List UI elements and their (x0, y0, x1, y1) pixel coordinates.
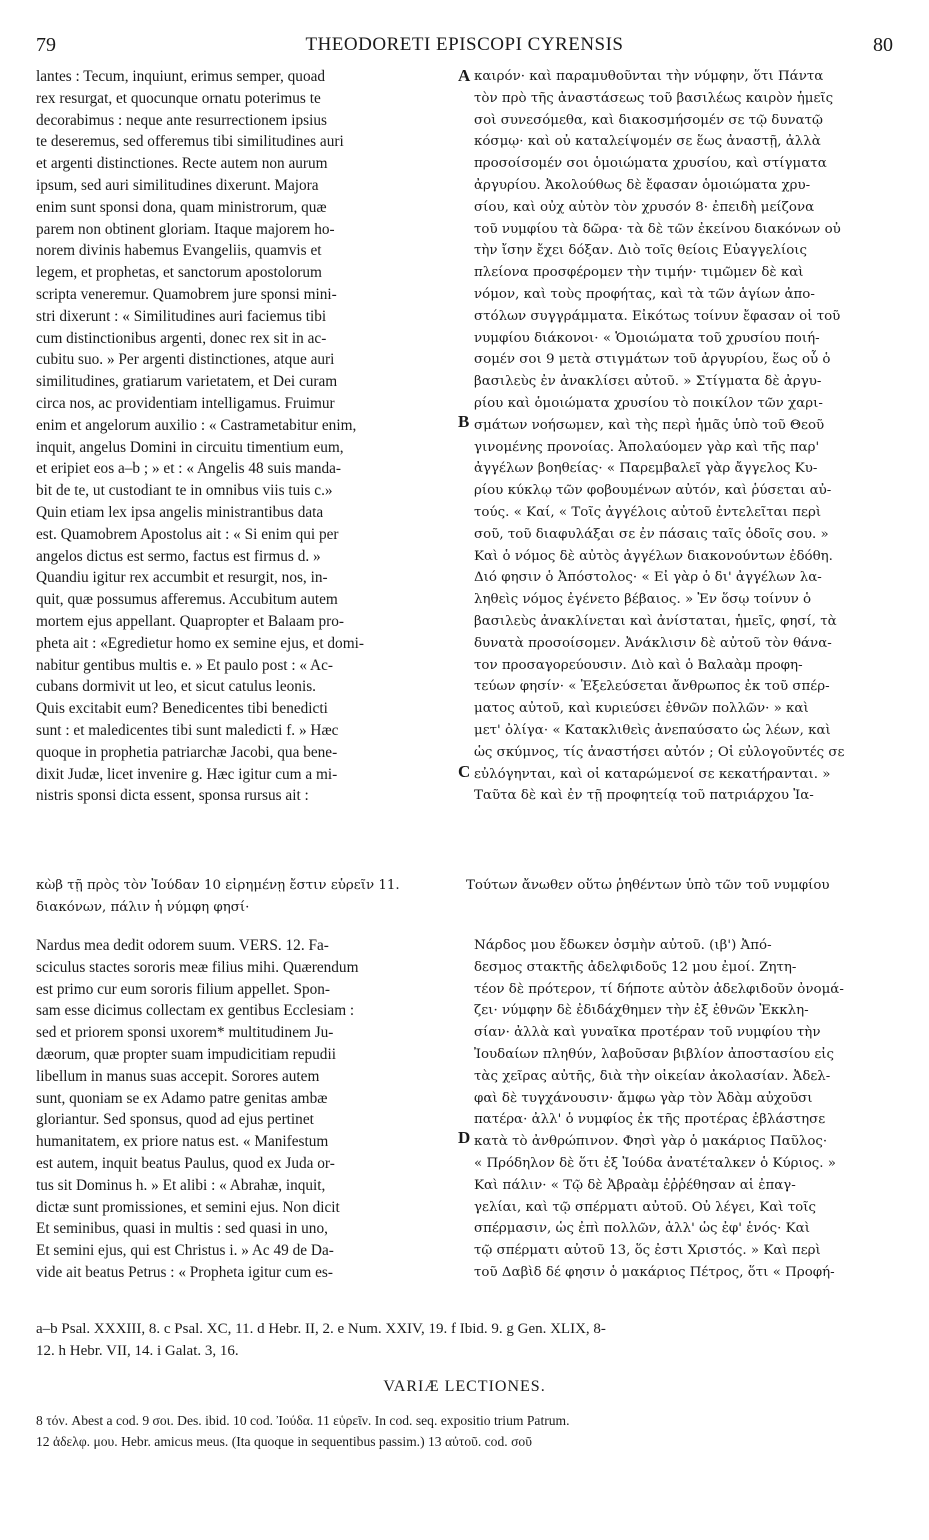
section-marker-b: B (458, 412, 470, 431)
greek-line: Ἰουδαίων πληθύν, λαβοῦσαν βιβλίον ἀποστασίου εἰς (474, 1046, 835, 1062)
greek-line: σπέρμασιν, ὡς ἐπὶ πολλῶν, ἀλλ' ὡς ἐφ' ἑνός· Καὶ (474, 1221, 810, 1237)
greek-line: ἀργυρίου. Ἀκολούθως δὲ ἔφασαν ὁμοιώματα χρυ- (474, 177, 811, 193)
latin-line: humanitatem, ex priore natus est. « Manifestum (36, 1133, 329, 1151)
latin-line: et argenti distinctiones. Recte autem non aurum (36, 155, 328, 173)
greek-line: τεύων φησίν· « Ἐξελεύσεται ἄνθρωπος ἐκ τοῦ σπέρ- (474, 679, 830, 695)
greek-line: σμάτων νοήσωμεν, καὶ τὴς περὶ ἡμᾶς ὑπὸ τοῦ Θεοῦ (474, 417, 825, 433)
running-title: THEODORETI EPISCOPI CYRENSIS (305, 34, 624, 55)
greek-line: βασιλεὺς ἐν ἀνακλίσει αὐτοῦ. » Στίγματα δὲ ἀργυ- (474, 374, 822, 390)
latin-line: gloriantur. Sed sponsus, quod ad ejus pertinet (36, 1111, 314, 1129)
greek-line: σοὶ συνεσόμεθα, καὶ διακοσμήσομέν σε τῷ δυνατῷ (474, 112, 823, 128)
greek-line: στόλων συγγράμματα. Εἰκότως τοίνυν ἔφασαν οἱ τοῦ (474, 308, 841, 324)
latin-line: parem non obtinent gloriam. Itaque majorem ho- (36, 220, 335, 238)
greek-line: ματος αὐτοῦ, καὶ κυριεύσει ἐθνῶν πολλῶν· » καὶ (474, 701, 809, 717)
latin-line: dæorum, quæ propter suam impudicitiam repudii (36, 1045, 336, 1063)
latin-line: enim et angelorum auxilio : « Castrametabitur enim, (36, 416, 357, 434)
section-marker-a: A (458, 66, 471, 85)
latin-line: Et semini ejus, qui est Christus i. » Ac 49 de Da- (36, 1242, 334, 1260)
greek-line: γελίαι, καὶ τῷ σπέρματι αὐτοῦ. Οὐ λέγει, Καὶ τοῖς (474, 1199, 816, 1215)
greek-line: σίου, καὶ οὐχ αὐτὸν τὸν χρυσόν 8· ἐπειδὴ μείζονα (474, 199, 815, 215)
latin-line: cubitu suo. » Per argenti distinctiones, atque auri (36, 351, 335, 369)
greek-bridge-lines (36, 875, 896, 919)
greek-line: τούς. « Καί, « Τοῖς ἀγγέλοις αὐτοῦ ἐντελεῖται περὶ (474, 504, 822, 520)
latin-line: ipsum, sed auri similitudines dixerunt. Majora (36, 176, 319, 194)
latin-column-bottom (36, 935, 456, 1284)
latin-line: bit de te, ut custodiant te in omnibus viis tuis c.» (36, 482, 333, 500)
latin-line: dictæ sunt promissiones, et semini ejus. Non dicit (36, 1198, 340, 1216)
section-marker-c: C (458, 762, 471, 781)
footnote-line: 12. h Hebr. VII, 14. i Galat. 3, 16. (36, 1343, 239, 1359)
greek-line: σίαν· ἀλλὰ καὶ γυναῖκα προτέραν τοῦ νυμφίου τὴν (474, 1025, 821, 1041)
greek-line: τοῦ Δαβὶδ δέ φησιν ὁ μακάριος Πέτρος, ὅτι « Προφή- (474, 1264, 835, 1280)
variant-line: 8 τόν. Abest a cod. 9 σοι. Des. ibid. 10 cod. Ἰούδα. 11 εὑρεῖν. In cod. seq. expositio trium Patrum. (36, 1413, 570, 1428)
variae-lectiones (36, 1410, 893, 1452)
page-number-right: 80 (873, 34, 893, 56)
latin-column-top (36, 66, 456, 807)
latin-line: rex resurgat, et quocunque ornatu poterimus te (36, 89, 321, 107)
greek-line: τοῦ νυμφίου τὰ δῶρα· τὰ δὲ τῶν ἐκείνου διακόνων οὐ (474, 221, 841, 237)
latin-line: mortem ejus appellant. Quapropter et Balaam pro- (36, 612, 344, 630)
latin-line: nistris sponsi dicta essent, sponsa rursus ait : (36, 787, 309, 805)
greek-line: καιρόν· καὶ παραμυθοῦνται τὴν νύμφην, ὅτι Πάντα (474, 69, 824, 84)
greek-line: ρίου καὶ ὁμοιώματα χρυσίου τὸ ποικίλον τῶν χαρι- (474, 395, 823, 411)
greek-line: νυμφίου διάκονοι· « Ὁμοιώματα τοῦ χρυσίου ποιή- (474, 330, 820, 346)
latin-line: norem divinis habemus Evangeliis, quamvis et (36, 242, 322, 260)
greek-line: ρίου κύκλῳ τῶν φοβουμένων αὐτόν, καὶ ῥύσεται αὐ- (474, 483, 832, 499)
section-marker-d: D (458, 1128, 471, 1147)
greek-line: τῷ σπέρματι αὐτοῦ 13, ὅς ἐστι Χριστός. » Καὶ περὶ (474, 1243, 821, 1259)
greek-line: Καὶ ὁ νόμος δὲ αὐτὸς ἀγγέλων διακονούντων ἐδόθη. (474, 548, 833, 564)
greek-line: φαὶ δὲ τυγχάνουσιν· ἄμφω γὰρ τὸν Ἀδὰμ αὐχοῦσι (474, 1090, 813, 1106)
bridge-line-right: Τούτων ἄνωθεν οὕτω ῥηθέντων ὑπὸ τῶν τοῦ νυμφίου (466, 878, 830, 893)
variae-lectiones-title: VARIÆ LECTIONES. (383, 1378, 546, 1395)
greek-line: Ταῦτα δὲ καὶ ἐν τῇ προφητείᾳ τοῦ πατριάρχου Ἰα- (474, 788, 814, 804)
bridge-line-2: διακόνων, πάλιν ἡ νύμφη φησί· (36, 899, 250, 915)
greek-line: ὡς σκύμνος, τίς ἀναστήσει αὐτόν ; Οἱ εὐλογοῦντές σε (474, 744, 845, 760)
greek-line: κατὰ τὸ ἀνθρώπινον. Φησὶ γὰρ ὁ μακάριος Παῦλος· (474, 1134, 828, 1150)
greek-line: ληθεὶς νόμος ἐγένετο βέβαιος. » Ἐν ὅσῳ τοίνυν ὁ (474, 592, 812, 608)
latin-line: circa nos, ac providentiam intelligamus. Fruimur (36, 394, 335, 412)
latin-line: est. Quamobrem Apostolus ait : « Si enim qui per (36, 525, 339, 543)
latin-line: sunt : et maledicentes tibi sunt maledicti f. » Hæc (36, 721, 339, 739)
greek-line: ζει· νύμφην δὲ ἐδιδάχθημεν τὴν ἐξ ἐθνῶν Ἐκκλη- (474, 1003, 809, 1019)
latin-line: nabitur gentibus multis e. » Et paulo post : « Ac- (36, 656, 333, 674)
latin-line: enim sunt sponsi dona, quam ministrorum, quæ (36, 198, 327, 216)
latin-line: est autem, inquit beatus Paulus, quod ex Juda or- (36, 1154, 335, 1172)
greek-line: τὸν πρὸ τῆς ἀναστάσεως τοῦ βασιλέως καιρὸν ἡμεῖς (474, 90, 834, 106)
latin-line: sunt, quoniam se ex Adamo patre genitas ambæ (36, 1089, 328, 1107)
greek-line: δεσμος στακτῆς ἀδελφιδοῦς 12 μου ἐμοί. Ζητη- (474, 959, 797, 975)
latin-line: Nardus mea dedit odorem suum. VERS. 12. Fa- (36, 937, 329, 954)
greek-line: πατέρα· ἀλλ' ὁ νυμφίος ἐκ τῆς προτέρας ἐβλάστησε (474, 1112, 826, 1128)
page-number-left: 79 (36, 34, 56, 56)
greek-line: προσοίσομέν σοι ὁμοιώματα χρυσίου, καὶ στίγματα (474, 156, 827, 172)
greek-line: γινομένης προνοίας. Ἀπολαύομεν γὰρ καὶ τῆς παρ' (474, 439, 820, 455)
latin-line: dixit Judæ, licet invenire g. Hæc igitur cum a mi- (36, 765, 338, 783)
greek-line: Καὶ πάλιν· « Τῷ δὲ Ἀβραὰμ ἐῤῥέθησαν αἱ ἐπαγ- (474, 1177, 796, 1193)
latin-line: sed et priorem sponsi uxorem* multitudinem Ju- (36, 1024, 334, 1042)
latin-line: angelos dictus est sermo, factus est firmus d. » (36, 547, 321, 565)
greek-line: μετ' ὀλίγα· « Κατακλιθεὶς ἀνεπαύσατο ὡς λέων, καὶ (474, 722, 831, 738)
latin-line: libellum in manus suas accepit. Sorores autem (36, 1067, 320, 1085)
bridge-line-left: κὼβ τῇ πρὸς τὸν Ἰούδαν 10 εἰρημένῃ ἔστιν εὑρεῖν 11. (36, 878, 400, 893)
latin-line: pheta ait : «Egredietur homo ex semine ejus, et domi- (36, 634, 364, 652)
latin-line: scripta veneremur. Quamobrem jure sponsi mini- (36, 285, 337, 303)
latin-line: Et seminibus, quasi in multis : sed quasi in uno, (36, 1220, 328, 1238)
latin-line: te deseremus, sed offeremus tibi similitudines auri (36, 133, 344, 151)
greek-line: σομέν σοι 9 μετὰ στιγμάτων τοῦ ἀργυρίου, ἕως οὗ ὁ (474, 352, 831, 368)
latin-line: tus sit Dominus h. » Et alibi : « Abrahæ, inquit, (36, 1176, 326, 1194)
greek-line: « Πρόδηλον δὲ ὅτι ἐξ Ἰούδα ἀνατέταλκεν ὁ Κύριος. » (474, 1155, 836, 1171)
latin-line: quoque in prophetia patriarchæ Jacobi, qua bene- (36, 743, 338, 761)
greek-line: νόμον, καὶ τοὺς προφήτας, καὶ τὰ τῶν ἁγίων ἀπο- (474, 286, 815, 302)
latin-line: cubans dormivit ut leo, et sicut catulus leonis. (36, 678, 316, 696)
latin-line: Quandiu igitur rex accumbit et resurgit, nos, in- (36, 569, 328, 587)
greek-line: ἀγγέλων βοηθείας· « Παρεμβαλεῖ γὰρ ἄγγελος Κυ- (474, 461, 818, 477)
latin-line: legem, et prophetas, et sanctorum apostolorum (36, 264, 322, 282)
footnote-line: a–b Psal. XXXIII, 8. c Psal. XC, 11. d Hebr. II, 2. e Num. XXIV, 19. f Ibid. 9. g Gen. XLIX, 8- (36, 1321, 606, 1337)
latin-line: cum distinctionibus argenti, donec rex sit in ac- (36, 329, 327, 347)
latin-line: decorabimus : neque ante resurrectionem ipsius (36, 111, 327, 129)
latin-line: est primo cur eum sororis filium appellet. Spon- (36, 980, 330, 998)
greek-line: Διό φησιν ὁ Ἀπόστολος· « Εἰ γὰρ ὁ δι' ἀγγέλων λα- (474, 570, 822, 586)
latin-line: sciculus stactes sororis meæ filius mihi. Quærendum (36, 958, 359, 976)
greek-line: Νάρδος μου ἔδωκεν ὀσμὴν αὐτοῦ. (ιβ') Ἀπό- (474, 938, 772, 953)
latin-line: similitudines, gratiarum varietatem, et Dei curam (36, 373, 338, 391)
greek-line: σοῦ, τοῦ διαφυλάξαι σε ἐν πάσαις ταῖς ὁδοῖς σου. » (474, 526, 829, 542)
greek-line: δυνατὰ προσοίσομεν. Ἀνάκλισιν δὲ αὐτοῦ τὸν θάνα- (474, 635, 832, 651)
greek-column-bottom (474, 935, 902, 1284)
greek-line: πλείονα προσφέρομεν τὴν τιμήν· τιμῶμεν δὲ καὶ (474, 265, 804, 281)
variant-line: 12 ἀδελφ. μου. Hebr. amicus meus. (Ita quoque in sequentibus passim.) 13 αὐτοῦ. cod. σοῦ (36, 1434, 532, 1449)
greek-line: τέον δὲ πρότερον, τί δήποτε αὐτὸν ἀδελφιδοῦν ὀνομά- (474, 981, 844, 997)
latin-line: et eripiet eos a–b ; » et : « Angelis 48 suis manda- (36, 460, 342, 478)
latin-line: sam esse dicimus collectam ex gentibus Ecclesiam : (36, 1002, 355, 1020)
greek-line: εὐλόγηνται, καὶ οἱ καταρώμενοί σε κεκατήρανται. » (474, 766, 831, 782)
greek-column-top (474, 66, 902, 807)
footnotes (36, 1318, 893, 1362)
running-header (28, 34, 901, 58)
latin-line: Quin etiam lex ipsa angelis ministrantibus data (36, 503, 324, 521)
greek-line: τον προσαγορεύουσιν. Διὸ καὶ ὁ Βαλαὰμ προφη- (474, 657, 803, 673)
latin-line: stri dixerunt : « Similitudines auri faciemus tibi (36, 307, 327, 325)
greek-line: κόσμῳ· καὶ οὐ καταλείψομέν σε ἕως ἀναστῇ, ἀλλὰ (474, 134, 821, 150)
greek-line: τὴν ἴσην ἔχει δόξαν. Διὸ τοῖς θείοις Εὐαγγελίοις (474, 243, 808, 259)
latin-line: inquit, angelus Domini in circuitu timentium eum, (36, 438, 344, 456)
greek-line: τὰς χεῖρας αὐτῆς, διὰ τὴν οἰκείαν ἀκολασίαν. Ἀδελ- (474, 1068, 831, 1084)
latin-line: vide ait beatus Petrus : « Propheta igitur cum es- (36, 1263, 333, 1281)
latin-line: quit, quæ possumus afferemus. Accubitum autem (36, 591, 338, 609)
latin-line: Quis excitabit eum? Benedicentes tibi benedicti (36, 700, 328, 718)
latin-line: lantes : Tecum, inquiunt, erimus semper, quoad (36, 68, 326, 85)
greek-line: βασιλεὺς ἀνακλίνεται καὶ ἀνίσταται, ἡμεῖς, φησί, τὰ (474, 613, 837, 629)
